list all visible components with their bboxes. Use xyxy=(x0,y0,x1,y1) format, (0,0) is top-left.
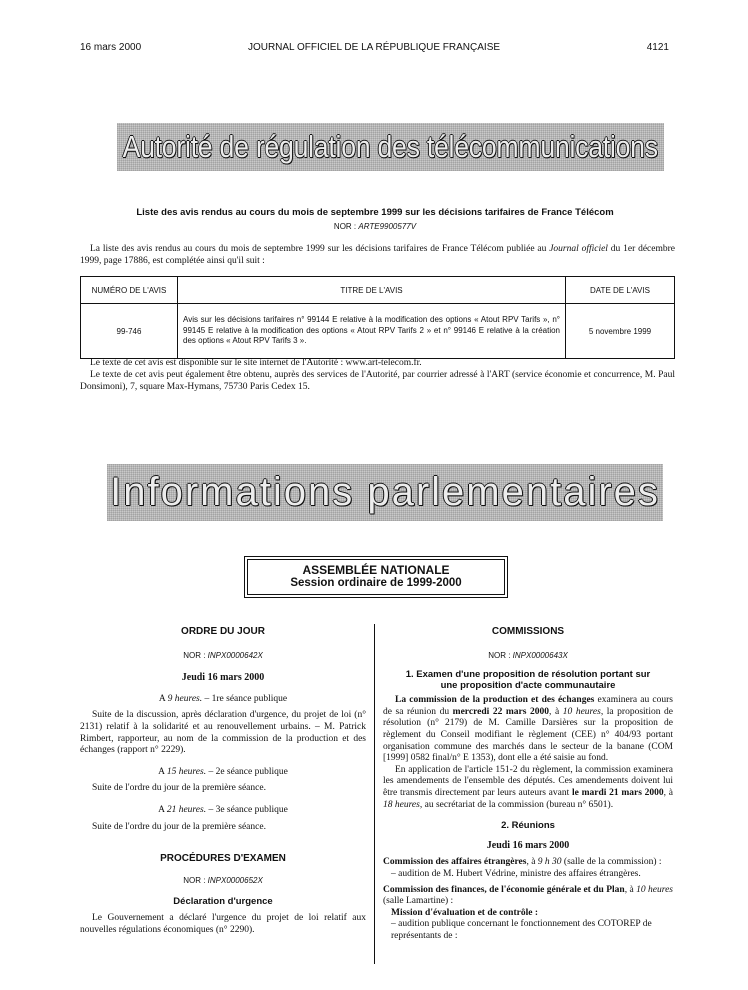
p2-italic: 18 heures xyxy=(383,799,420,810)
seance-3-time: 21 heures. xyxy=(166,804,207,815)
c2-text-1: , à xyxy=(624,884,637,895)
nor-label: NOR : xyxy=(488,650,511,660)
seance-2-time: 15 heures. xyxy=(166,766,207,777)
declaration-title: Déclaration d'urgence xyxy=(173,896,273,908)
col-header-numero: NUMÉRO DE L'AVIS xyxy=(81,277,178,304)
seance-3-heading xyxy=(80,805,366,817)
commission-etrangeres xyxy=(383,857,673,869)
banner-autorite xyxy=(117,123,664,171)
seance-1-text: Suite de la discussion, après déclaration d'urgence, du projet de loi (n° 2131) relatif à la solidarité et au renouvellement urbains. – M. Patrick Rimbert, rapporteur, au nom de la commission de la production et des échanges (rapport n° 2229). xyxy=(80,710,366,756)
table-row xyxy=(81,304,675,359)
seance-3-a: A xyxy=(158,804,167,815)
seance-3-label: – 3e séance publique xyxy=(206,804,288,815)
p1-text-3: , la proposition de résolution (n° 2179) de M. Camille Darsières sur la proposition de règlement du Conseil modifiant le règlement (CEE) n° 404/93 portant organisation commune des marchés dans le secteur de la banane (COM [1999] 0582 final/n° E 1353), dont elle a été saisie au fond. xyxy=(383,706,673,764)
header-journal: JOURNAL OFFICIEL DE LA RÉPUBLIQUE FRANÇAISE xyxy=(247,42,501,53)
seance-1-label: – 1re séance publique xyxy=(202,693,288,704)
avis-footer-2: Le texte de cet avis peut également être obtenu, auprès des services de l'Autorité, par courrier adressé à l'ART (service économie et concurrence, M. Paul Donsimoni), 7, square Max-Hymans, 75730 Paris Cedex 15. xyxy=(80,370,675,392)
nor-label: NOR : xyxy=(333,222,357,231)
nor-value: INPX0000643X xyxy=(512,650,568,660)
p2-text-2: , à xyxy=(663,787,673,798)
header-page-number: 4121 xyxy=(646,42,669,53)
nor-value: INPX0000652X xyxy=(207,875,263,885)
cell-numero: 99-746 xyxy=(81,304,178,359)
reunions-title: 2. Réunions xyxy=(501,820,555,832)
ordre-nor xyxy=(80,650,366,662)
avis-list-title: Liste des avis rendus au cours du mois de septembre 1999 sur les décisions tarifaires de France Télécom xyxy=(136,207,614,218)
ordre-du-jour-title: ORDRE DU JOUR xyxy=(181,626,265,637)
seance-2-label: – 2e séance publique xyxy=(206,766,288,777)
cell-date: 5 novembre 1999 xyxy=(566,304,675,359)
avis-footer-1: Le texte de cet avis est disponible sur le site internet de l'Autorité : www.art-telecom.fr. xyxy=(90,358,422,368)
c2-bold: Commission des finances, de l'économie générale et du Plan xyxy=(383,884,625,895)
c1-text-1: , à xyxy=(526,857,538,868)
avis-table xyxy=(80,276,675,359)
c2-italic: 10 heures xyxy=(636,884,673,895)
c1-italic: 9 h 30 xyxy=(537,857,562,868)
p1-text-1: examinera au cours de sa réunion du xyxy=(383,695,673,717)
nor-value: INPX0000642X xyxy=(207,650,263,660)
p2-text-3: , au secrétariat de la commission (bureau n° 6501). xyxy=(419,799,614,810)
declaration-text: Le Gouvernement a déclaré l'urgence du projet de loi relatif aux nouvelles régulations économiques (n° 2290). xyxy=(80,912,366,935)
procedures-title: PROCÉDURES D'EXAMEN xyxy=(160,853,286,865)
seance-1-a: A xyxy=(158,693,168,704)
seance-2-a: A xyxy=(158,766,167,777)
col-header-date: DATE DE L'AVIS xyxy=(566,277,675,304)
col-header-titre: TITRE DE L'AVIS xyxy=(178,277,566,304)
commissions-title: COMMISSIONS xyxy=(491,626,565,637)
nor-label: NOR : xyxy=(183,875,206,885)
seance-1-time: 9 heures. xyxy=(167,693,203,704)
p1-text-2: , à xyxy=(549,706,563,717)
banner-informations xyxy=(107,464,663,521)
right-day-heading: Jeudi 16 mars 2000 xyxy=(486,839,570,851)
banner-informations-title: Informations parlementaires xyxy=(110,470,660,514)
mission-item: – audition publique concernant le fonctionnement des COTOREP de représentants de : xyxy=(391,919,652,941)
p1-bold-2: mercredi 22 mars 2000 xyxy=(452,706,550,717)
banner-autorite-title: Autorité de régulation des télécommunications xyxy=(122,129,659,164)
p2-text-1: En application de l'article 151-2 du règlement, la commission examinera les amendements de l'ensemble des députés. Ces amendements doivent lui être transmis directement par leurs auteurs avant xyxy=(383,764,673,798)
seance-1-heading xyxy=(80,694,366,706)
c2-text-2: (salle Lamartine) : xyxy=(383,896,454,907)
intro-text-2: du 1er décembre 1999, page 17886, est complétée ainsi qu'il suit : xyxy=(80,244,675,266)
assemblee-box xyxy=(247,559,505,595)
assemblee-title: ASSEMBLÉE NATIONALE xyxy=(302,563,450,577)
commission-etrangeres-item: – audition de M. Hubert Védrine, ministre des affaires étrangères. xyxy=(391,868,641,879)
cell-titre: Avis sur les décisions tarifaires n° 99144 E relative à la modification des options « Atout RPV Tarifs », n° 99145 E relative à la modification des options « Atout RPV Tarifs 2 » et n° 99146 E relative à la création des options « Atout RPV Tarifs 3 ». xyxy=(178,304,566,359)
seance-3-text: Suite de l'ordre du jour de la première séance. xyxy=(92,821,266,832)
commission-finances xyxy=(383,885,673,908)
avis-intro xyxy=(80,244,675,267)
intro-italic: Journal officiel xyxy=(549,244,608,254)
examen-paragraph-1 xyxy=(383,695,673,765)
c1-text-2: (salle de la commission) : xyxy=(561,857,662,868)
p2-bold: le mardi 21 mars 2000 xyxy=(572,787,664,798)
p1-italic: 10 heures xyxy=(562,706,601,717)
c1-bold: Commission des affaires étrangères xyxy=(383,857,527,868)
mission-heading: Mission d'évaluation et de contrôle : xyxy=(391,907,538,918)
p1-bold-1: La commission de la production et des échanges xyxy=(395,695,595,706)
seance-2-text: Suite de l'ordre du jour de la première séance. xyxy=(92,783,266,794)
seance-2-heading xyxy=(80,767,366,779)
nor-label: NOR : xyxy=(183,650,206,660)
procedures-nor xyxy=(80,875,366,887)
session-title: Session ordinaire de 1999-2000 xyxy=(290,577,462,589)
examen-paragraph-2 xyxy=(383,765,673,811)
examen-title: 1. Examen d'une proposition de résolution portant sur une proposition d'acte communautaire xyxy=(405,669,651,692)
header-date: 16 mars 2000 xyxy=(80,42,142,53)
left-column xyxy=(80,626,366,936)
commissions-nor xyxy=(383,650,673,662)
left-day-heading: Jeudi 16 mars 2000 xyxy=(181,672,265,684)
nor-value: ARTE9900577V xyxy=(358,222,417,231)
avis-nor xyxy=(80,222,670,231)
column-divider xyxy=(374,624,375,964)
intro-text-1: La liste des avis rendus au cours du mois de septembre 1999 sur les décisions tarifaires de France Télécom publiée au xyxy=(90,244,550,254)
right-column xyxy=(383,626,673,942)
